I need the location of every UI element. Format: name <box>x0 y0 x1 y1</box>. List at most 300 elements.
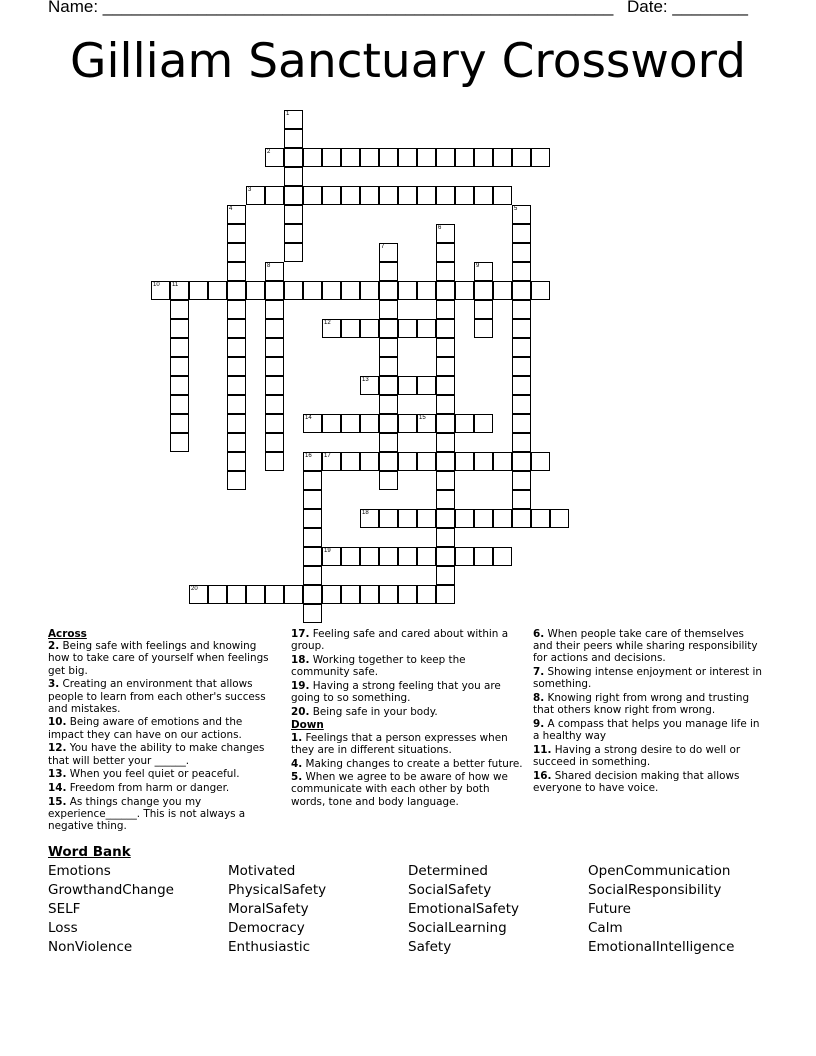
clue-item <box>533 744 765 768</box>
grid-cell[interactable] <box>208 281 227 300</box>
grid-cell[interactable] <box>398 281 417 300</box>
clue-item <box>533 666 765 690</box>
clue-item-number: 4. <box>291 757 303 770</box>
clue-item-number: 1. <box>291 731 303 744</box>
grid-cell[interactable] <box>360 452 379 471</box>
grid-cell[interactable] <box>379 395 398 414</box>
grid-cell[interactable] <box>474 547 493 566</box>
grid-cell[interactable] <box>360 509 379 528</box>
grid-cell[interactable] <box>284 110 303 129</box>
grid-cell[interactable] <box>284 148 303 167</box>
clue-item-text: Shared decision making that allows everyone to have voice. <box>533 769 740 794</box>
grid-cell[interactable] <box>417 281 436 300</box>
clue-number: 5 <box>514 206 518 212</box>
grid-cell[interactable] <box>265 395 284 414</box>
grid-cell[interactable] <box>265 319 284 338</box>
grid-cell[interactable] <box>265 585 284 604</box>
grid-cell[interactable] <box>512 148 531 167</box>
word-bank-item: PhysicalSafety <box>228 882 327 898</box>
clue-item-text: Creating an environment that allows people to learn from each other's success and mistakes. <box>48 678 266 715</box>
grid-cell[interactable] <box>379 452 398 471</box>
across-clue-list <box>48 640 280 832</box>
word-bank-column <box>48 862 174 957</box>
grid-cell[interactable] <box>512 243 531 262</box>
grid-cell[interactable] <box>417 585 436 604</box>
grid-cell[interactable] <box>303 509 322 528</box>
grid-cell[interactable] <box>493 186 512 205</box>
grid-cell[interactable] <box>360 281 379 300</box>
grid-cell[interactable] <box>322 585 341 604</box>
grid-cell[interactable] <box>303 281 322 300</box>
grid-cell[interactable] <box>512 262 531 281</box>
grid-cell[interactable] <box>379 585 398 604</box>
clue-item <box>291 680 523 704</box>
grid-cell[interactable] <box>379 281 398 300</box>
clue-item-number: 20. <box>291 705 310 718</box>
grid-cell[interactable] <box>474 148 493 167</box>
grid-cell[interactable] <box>436 509 455 528</box>
grid-cell[interactable] <box>341 414 360 433</box>
word-bank-item: Loss <box>48 920 78 936</box>
grid-cell[interactable] <box>246 186 265 205</box>
grid-cell[interactable] <box>455 414 474 433</box>
grid-cell[interactable] <box>379 547 398 566</box>
clues-column-3 <box>533 628 765 796</box>
grid-cell[interactable] <box>341 452 360 471</box>
grid-cell[interactable] <box>436 300 455 319</box>
grid-cell[interactable] <box>512 509 531 528</box>
clue-item-number: 14. <box>48 781 67 794</box>
clue-number: 7 <box>381 244 385 250</box>
grid-cell[interactable] <box>170 319 189 338</box>
clue-number: 15 <box>419 415 426 421</box>
grid-cell[interactable] <box>227 243 246 262</box>
grid-cell[interactable] <box>322 452 341 471</box>
grid-cell[interactable] <box>170 414 189 433</box>
grid-cell[interactable] <box>493 452 512 471</box>
grid-cell[interactable] <box>436 547 455 566</box>
grid-cell[interactable] <box>322 414 341 433</box>
grid-cell[interactable] <box>322 148 341 167</box>
word-bank-item: Enthusiastic <box>228 939 311 955</box>
grid-cell[interactable] <box>360 414 379 433</box>
word-bank-item: GrowthandChange <box>48 882 174 898</box>
date-field-line[interactable]: Date: ________ <box>627 0 748 16</box>
grid-cell[interactable] <box>531 452 550 471</box>
grid-cell[interactable] <box>303 585 322 604</box>
grid-cell[interactable] <box>170 300 189 319</box>
clue-item-number: 9. <box>533 717 545 730</box>
grid-cell[interactable] <box>436 148 455 167</box>
grid-cell[interactable] <box>455 509 474 528</box>
grid-cell[interactable] <box>512 376 531 395</box>
grid-cell[interactable] <box>512 357 531 376</box>
grid-cell[interactable] <box>170 376 189 395</box>
clue-item-number: 8. <box>533 692 545 705</box>
grid-cell[interactable] <box>284 281 303 300</box>
grid-cell[interactable] <box>531 509 550 528</box>
grid-cell[interactable] <box>493 509 512 528</box>
grid-cell[interactable] <box>493 547 512 566</box>
grid-cell[interactable] <box>493 281 512 300</box>
grid-cell[interactable] <box>303 186 322 205</box>
grid-cell[interactable] <box>227 300 246 319</box>
grid-cell[interactable] <box>151 281 170 300</box>
clue-number: 9 <box>476 263 480 269</box>
grid-cell[interactable] <box>341 148 360 167</box>
grid-cell[interactable] <box>417 319 436 338</box>
clue-number: 1 <box>286 111 290 117</box>
grid-cell[interactable] <box>512 281 531 300</box>
clue-item <box>291 732 523 756</box>
word-bank-item: EmotionalIntelligence <box>588 939 735 955</box>
clue-item-text: Making changes to create a better future. <box>305 757 523 770</box>
grid-cell[interactable] <box>455 281 474 300</box>
grid-cell[interactable] <box>474 509 493 528</box>
clue-number: 8 <box>267 263 271 269</box>
grid-cell[interactable] <box>341 186 360 205</box>
grid-cell[interactable] <box>436 433 455 452</box>
grid-cell[interactable] <box>227 319 246 338</box>
grid-cell[interactable] <box>398 414 417 433</box>
grid-cell[interactable] <box>512 452 531 471</box>
grid-cell[interactable] <box>265 148 284 167</box>
grid-cell[interactable] <box>303 414 322 433</box>
across-clue-list-continued <box>291 628 523 718</box>
clue-item-text: A compass that helps you manage life in a healthy way <box>533 717 760 743</box>
grid-cell[interactable] <box>398 585 417 604</box>
clue-item <box>48 768 280 780</box>
word-bank-column <box>408 862 519 957</box>
grid-cell[interactable] <box>379 357 398 376</box>
clue-item-number: 11. <box>533 743 552 756</box>
grid-cell[interactable] <box>474 186 493 205</box>
grid-cell[interactable] <box>531 281 550 300</box>
clue-item <box>533 770 765 794</box>
grid-cell[interactable] <box>379 186 398 205</box>
grid-cell[interactable] <box>284 129 303 148</box>
grid-cell[interactable] <box>436 376 455 395</box>
clue-number: 18 <box>362 510 369 516</box>
grid-cell[interactable] <box>189 585 208 604</box>
grid-cell[interactable] <box>474 262 493 281</box>
grid-cell[interactable] <box>436 566 455 585</box>
grid-cell[interactable] <box>170 395 189 414</box>
grid-cell[interactable] <box>303 604 322 623</box>
grid-cell[interactable] <box>379 243 398 262</box>
grid-cell[interactable] <box>474 300 493 319</box>
clues-column-1 <box>48 628 280 834</box>
grid-cell[interactable] <box>284 243 303 262</box>
clue-item-text: Working together to keep the community safe. <box>291 653 466 679</box>
clue-item <box>291 758 523 770</box>
grid-cell[interactable] <box>436 281 455 300</box>
grid-cell[interactable] <box>436 338 455 357</box>
grid-cell[interactable] <box>398 376 417 395</box>
word-bank-item: Motivated <box>228 863 296 879</box>
grid-cell[interactable] <box>265 262 284 281</box>
clue-item <box>291 771 523 808</box>
grid-cell[interactable] <box>436 357 455 376</box>
grid-cell[interactable] <box>512 471 531 490</box>
grid-cell[interactable] <box>303 490 322 509</box>
clue-number: 20 <box>191 586 198 592</box>
grid-cell[interactable] <box>322 281 341 300</box>
word-bank-item: SocialLearning <box>408 920 507 936</box>
grid-cell[interactable] <box>398 186 417 205</box>
word-bank-title: Word Bank <box>48 844 131 860</box>
grid-cell[interactable] <box>284 205 303 224</box>
grid-cell[interactable] <box>417 148 436 167</box>
grid-cell[interactable] <box>436 471 455 490</box>
clue-item-number: 3. <box>48 678 60 691</box>
clue-item-text: Having a strong feeling that you are going to so something. <box>291 679 501 705</box>
clue-item-number: 19. <box>291 679 310 692</box>
clue-number: 17 <box>324 453 331 459</box>
grid-cell[interactable] <box>227 338 246 357</box>
grid-cell[interactable] <box>379 300 398 319</box>
grid-cell[interactable] <box>303 471 322 490</box>
clue-item <box>533 718 765 742</box>
grid-cell[interactable] <box>303 452 322 471</box>
grid-cell[interactable] <box>227 262 246 281</box>
grid-cell[interactable] <box>474 452 493 471</box>
grid-cell[interactable] <box>227 376 246 395</box>
grid-cell[interactable] <box>265 414 284 433</box>
clue-number: 10 <box>153 282 160 288</box>
clue-item-text: Knowing right from wrong and trusting that others know right from wrong. <box>533 692 750 717</box>
grid-cell[interactable] <box>417 547 436 566</box>
grid-cell[interactable] <box>436 490 455 509</box>
clue-number: 2 <box>267 149 271 155</box>
clue-number: 4 <box>229 206 233 212</box>
clue-number: 19 <box>324 548 331 554</box>
word-bank-item: SocialSafety <box>408 882 492 898</box>
word-bank-item: Determined <box>408 863 488 879</box>
grid-cell[interactable] <box>284 186 303 205</box>
clue-item-number: 2. <box>48 640 60 653</box>
grid-cell[interactable] <box>474 414 493 433</box>
grid-cell[interactable] <box>436 319 455 338</box>
grid-cell[interactable] <box>417 452 436 471</box>
grid-cell[interactable] <box>436 585 455 604</box>
grid-cell[interactable] <box>265 452 284 471</box>
clue-item-number: 5. <box>291 771 303 784</box>
word-bank-item: Democracy <box>228 920 305 936</box>
grid-cell[interactable] <box>227 585 246 604</box>
grid-cell[interactable] <box>379 433 398 452</box>
grid-cell[interactable] <box>379 148 398 167</box>
grid-cell[interactable] <box>284 224 303 243</box>
clue-item <box>48 716 280 740</box>
grid-cell[interactable] <box>360 585 379 604</box>
grid-cell[interactable] <box>341 319 360 338</box>
grid-cell[interactable] <box>246 281 265 300</box>
grid-cell[interactable] <box>284 585 303 604</box>
grid-cell[interactable] <box>455 452 474 471</box>
grid-cell[interactable] <box>208 585 227 604</box>
grid-cell[interactable] <box>474 281 493 300</box>
clue-item-text: When we agree to be aware of how we communicate with each other by both words, tone and body language. <box>291 771 508 808</box>
grid-cell[interactable] <box>379 509 398 528</box>
clue-item-number: 17. <box>291 628 310 640</box>
grid-cell[interactable] <box>379 319 398 338</box>
grid-cell[interactable] <box>170 433 189 452</box>
grid-cell[interactable] <box>398 509 417 528</box>
grid-cell[interactable] <box>227 471 246 490</box>
grid-cell[interactable] <box>246 585 265 604</box>
grid-cell[interactable] <box>550 509 569 528</box>
clue-item-text: As things change you my experience______. This is not always a negative thing. <box>48 795 246 833</box>
grid-cell[interactable] <box>512 319 531 338</box>
word-bank-item: MoralSafety <box>228 901 309 917</box>
clue-number: 13 <box>362 377 369 383</box>
clue-number: 16 <box>305 453 312 459</box>
grid-cell[interactable] <box>455 186 474 205</box>
grid-cell[interactable] <box>436 262 455 281</box>
page-title: Gilliam Sanctuary Crossword <box>70 34 746 89</box>
clues-column-2 <box>291 628 523 809</box>
clue-item-number: 16. <box>533 769 552 782</box>
name-field-line[interactable]: Name: ______________________________________________________ <box>48 0 614 16</box>
clue-item <box>533 692 765 716</box>
grid-cell[interactable] <box>303 148 322 167</box>
grid-cell[interactable] <box>170 338 189 357</box>
grid-cell[interactable] <box>398 547 417 566</box>
grid-cell[interactable] <box>379 338 398 357</box>
grid-cell[interactable] <box>360 376 379 395</box>
grid-cell[interactable] <box>265 433 284 452</box>
grid-cell[interactable] <box>436 452 455 471</box>
clue-item <box>291 654 523 678</box>
clue-item-text: Feelings that a person expresses when they are in different situations. <box>291 731 508 756</box>
word-bank-column <box>588 862 734 957</box>
grid-cell[interactable] <box>512 224 531 243</box>
grid-cell[interactable] <box>265 281 284 300</box>
grid-cell[interactable] <box>265 376 284 395</box>
word-bank-item: NonViolence <box>48 939 133 955</box>
clue-item-number: 12. <box>48 742 67 755</box>
word-bank-item: SocialResponsibility <box>588 882 722 898</box>
grid-cell[interactable] <box>379 376 398 395</box>
grid-cell[interactable] <box>379 414 398 433</box>
grid-cell[interactable] <box>474 319 493 338</box>
clue-item-number: 18. <box>291 653 310 666</box>
clue-item <box>48 678 280 715</box>
clue-item <box>48 782 280 794</box>
grid-cell[interactable] <box>341 585 360 604</box>
grid-cell[interactable] <box>227 281 246 300</box>
grid-cell[interactable] <box>379 262 398 281</box>
word-bank-item: Emotions <box>48 863 111 879</box>
grid-cell[interactable] <box>436 243 455 262</box>
grid-cell[interactable] <box>512 395 531 414</box>
grid-cell[interactable] <box>512 205 531 224</box>
grid-cell[interactable] <box>493 148 512 167</box>
grid-cell[interactable] <box>360 148 379 167</box>
grid-cell[interactable] <box>398 319 417 338</box>
word-bank-item: SELF <box>48 901 81 917</box>
grid-cell[interactable] <box>322 319 341 338</box>
clue-item-number: 13. <box>48 768 67 781</box>
clue-item-number: 6. <box>533 628 545 640</box>
grid-cell[interactable] <box>341 547 360 566</box>
grid-cell[interactable] <box>512 338 531 357</box>
grid-cell[interactable] <box>303 566 322 585</box>
grid-cell[interactable] <box>360 319 379 338</box>
grid-cell[interactable] <box>265 338 284 357</box>
grid-cell[interactable] <box>284 167 303 186</box>
grid-cell[interactable] <box>436 528 455 547</box>
clue-number: 3 <box>248 187 252 193</box>
clue-item <box>48 742 280 766</box>
grid-cell[interactable] <box>170 281 189 300</box>
grid-cell[interactable] <box>436 414 455 433</box>
grid-cell[interactable] <box>227 452 246 471</box>
down-clue-list-continued <box>533 628 765 794</box>
grid-cell[interactable] <box>322 186 341 205</box>
word-bank-item: OpenCommunication <box>588 863 731 879</box>
grid-cell[interactable] <box>512 490 531 509</box>
grid-cell[interactable] <box>512 300 531 319</box>
grid-cell[interactable] <box>227 414 246 433</box>
grid-cell[interactable] <box>512 414 531 433</box>
grid-cell[interactable] <box>360 547 379 566</box>
grid-cell[interactable] <box>227 357 246 376</box>
clue-item-text: Being safe in your body. <box>312 705 438 718</box>
word-bank-item: Safety <box>408 939 452 955</box>
grid-cell[interactable] <box>265 186 284 205</box>
grid-cell[interactable] <box>170 357 189 376</box>
grid-cell[interactable] <box>398 452 417 471</box>
grid-cell[interactable] <box>227 395 246 414</box>
grid-cell[interactable] <box>512 433 531 452</box>
grid-cell[interactable] <box>417 414 436 433</box>
clue-item-text: Being safe with feelings and knowing how to take care of yourself when feelings get big. <box>48 640 269 677</box>
grid-cell[interactable] <box>398 148 417 167</box>
clue-item <box>48 796 280 833</box>
grid-cell[interactable] <box>455 148 474 167</box>
grid-cell[interactable] <box>265 300 284 319</box>
grid-cell[interactable] <box>265 357 284 376</box>
clue-number: 6 <box>438 225 442 231</box>
grid-cell[interactable] <box>436 224 455 243</box>
grid-cell[interactable] <box>189 281 208 300</box>
clue-item-number: 7. <box>533 666 545 679</box>
grid-cell[interactable] <box>303 528 322 547</box>
grid-cell[interactable] <box>455 547 474 566</box>
grid-cell[interactable] <box>322 547 341 566</box>
down-clue-list <box>291 732 523 808</box>
grid-cell[interactable] <box>360 186 379 205</box>
clue-item-text: When people take care of themselves and their peers while sharing responsibility for actions and decisions. <box>533 628 758 665</box>
grid-cell[interactable] <box>531 148 550 167</box>
grid-cell[interactable] <box>417 509 436 528</box>
grid-cell[interactable] <box>303 547 322 566</box>
grid-cell[interactable] <box>227 433 246 452</box>
grid-cell[interactable] <box>227 205 246 224</box>
word-bank-item: Calm <box>588 920 623 936</box>
clue-number: 11 <box>172 282 179 288</box>
grid-cell[interactable] <box>379 471 398 490</box>
grid-cell[interactable] <box>417 376 436 395</box>
grid-cell[interactable] <box>436 395 455 414</box>
grid-cell[interactable] <box>417 186 436 205</box>
clue-item <box>48 640 280 677</box>
grid-cell[interactable] <box>436 186 455 205</box>
grid-cell[interactable] <box>227 224 246 243</box>
grid-cell[interactable] <box>341 281 360 300</box>
